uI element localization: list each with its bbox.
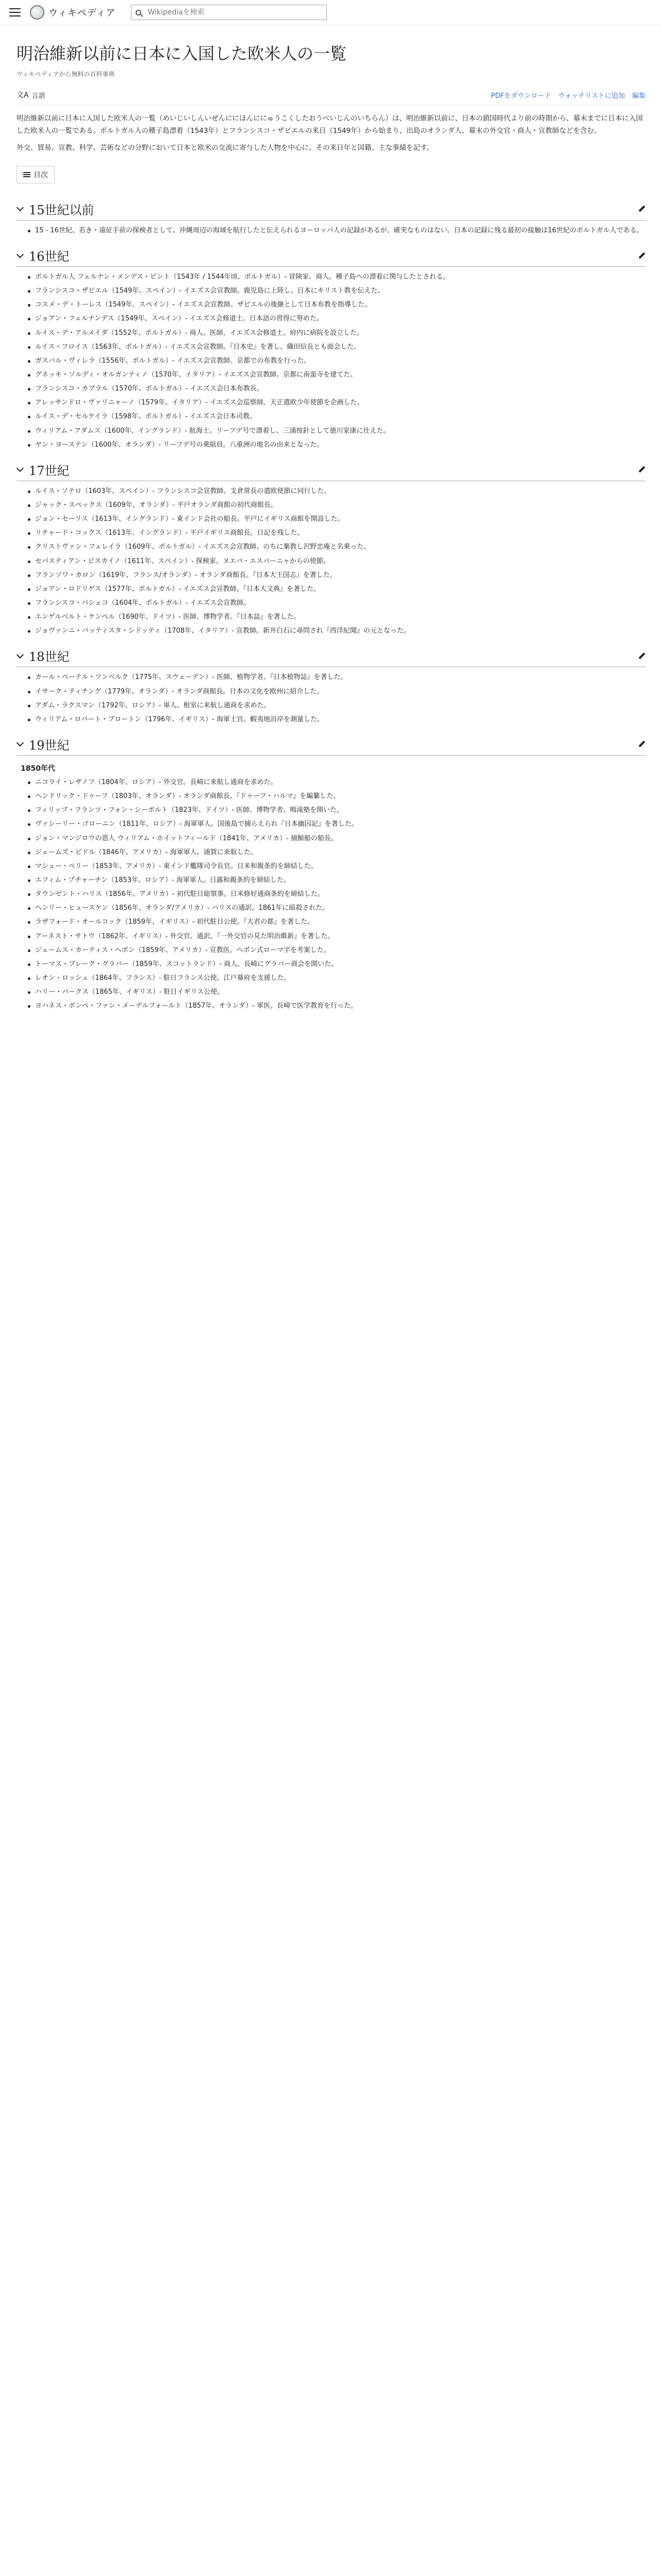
list-item: グネッキ・ソルディ・オルガンティノ（1570年、イタリア）- イエズス会宣教師。京都に南蛮寺を建てた。 (28, 370, 646, 380)
list-item: フィリップ・フランツ・フォン・シーボルト（1823年、ドイツ）- 医師、博物学者。鳴滝塾を開いた。 (28, 805, 646, 816)
intro-paragraph: 明治維新以前に日本に入国した欧米人の一覧（めいじいしんいぜんににほんににゅうこくしたおうべいじんのいちらん）は、明治維新以前に、日本の鎖国時代より前の時期から、幕末までに日本に入国した欧米人の一覧である。ポルトガル人の種子島漂着（1543年）とフランシスコ・ザビエルの来日（1549年）から始まり、出島のオランダ人、幕末の外交官・商人・宣教師などを含む。 (16, 114, 643, 135)
toc-button[interactable] (16, 166, 55, 183)
list-item: フランソワ・カロン（1619年、フランス/オランダ）- オランダ商館長。『日本大王国志』を著した。 (28, 570, 646, 581)
list-item: セバスティアン・ビスカイノ（1611年、スペイン）- 探検家。ヌエバ・エスパーニャからの使節。 (28, 556, 646, 567)
item-list (28, 672, 646, 725)
chevron-down-icon[interactable] (16, 739, 24, 747)
top-bar (0, 0, 662, 25)
language-button[interactable] (16, 90, 45, 100)
toc-label: 目次 (34, 171, 48, 179)
logo-text: ウィキペディア (48, 8, 116, 19)
section-title: 17世紀 (29, 463, 70, 478)
section (16, 647, 646, 725)
list-item: アレッサンドロ・ヴァリニャーノ（1579年、イタリア）- イエズス会巡察師。天正遣欧少年使節を企画した。 (28, 398, 646, 408)
list-item: フランシスコ・カブラル（1570年、ポルトガル）- イエズス会日本布教長。 (28, 384, 646, 394)
list-item: エンゲルベルト・ケンペル（1690年、ドイツ）- 医師、博物学者。『日本誌』を著した。 (28, 612, 646, 622)
main-content (16, 25, 646, 1011)
edit-pencil-icon[interactable] (638, 466, 646, 473)
intro-paragraph: 外交、貿易、宣教、科学、芸術などの分野において日本と欧米の交流に寄与した人物を中心に、その来日年と国籍、主な事績を記す。 (16, 144, 434, 152)
section-title: 15世紀以前 (29, 202, 94, 217)
watchlist-link[interactable]: ウォッチリストに追加 (558, 92, 625, 100)
translate-icon: 文A (16, 91, 29, 99)
list-item: ジェームス・カーティス・ヘボン（1859年、アメリカ）- 宣教医。ヘボン式ローマ字を考案した。 (28, 945, 646, 956)
section-title: 19世紀 (29, 738, 70, 753)
list-item: ハリー・パークス（1865年、イギリス）- 駐日イギリス公使。 (28, 987, 646, 997)
list-item: ラザフォード・オールコック（1859年、イギリス）- 初代駐日公使。『大君の都』を著した。 (28, 917, 646, 927)
section-title: 16世紀 (29, 249, 70, 264)
edit-link[interactable]: 編集 (632, 92, 646, 100)
list-item: ウィリアム・ロバート・ブロートン（1796年、イギリス）- 海軍士官。蝦夷地沿岸を測量した。 (28, 715, 646, 725)
page-subtitle: ウィキペディアから無料の百科事典 (16, 71, 115, 78)
list-item: ルイス・デ・セルケイラ（1598年、ポルトガル）- イエズス会日本司教。 (28, 412, 646, 422)
list-item: ウィリアム・アダムス（1600年、イングランド）- 航海士。リーフデ号で漂着し、三浦按針として徳川家康に仕えた。 (28, 426, 646, 436)
list-item: アーネスト・サトウ（1862年、イギリス）- 外交官、通訳。『一外交官の見た明治維新』を著した。 (28, 931, 646, 942)
edit-pencil-icon[interactable] (638, 652, 646, 659)
item-list (28, 226, 646, 236)
list-item: ヤン・ヨーステン（1600年、オランダ）- リーフデ号の乗組員。八重洲の地名の由来となった。 (28, 440, 646, 450)
item-list (28, 486, 646, 637)
sections (16, 200, 646, 1011)
list-item: ポルトガル人 フェルナン・メンデス・ピント（1543年 / 1544年頃、ポルトガル）- 冒険家、商人。種子島への漂着に関与したとされる。 (28, 272, 646, 282)
list-item: カール・ペーテル・ツンベルク（1775年、スウェーデン）- 医師、植物学者。『日本植物誌』を著した。 (28, 672, 646, 683)
list-item: コスメ・デ・トーレス（1549年、スペイン）- イエズス会宣教師。ザビエルの後継として日本布教を指導した。 (28, 300, 646, 310)
search-input[interactable] (146, 8, 322, 17)
list-item: ヴァシーリー・ゴローニン（1811年、ロシア）- 海軍軍人。国後島で捕らえられ『日本幽囚記』を著した。 (28, 819, 646, 829)
list-item: マシュー・ペリー（1853年、アメリカ）- 東インド艦隊司令長官。日米和親条約を締結した。 (28, 861, 646, 872)
list-item: ルイス・デ・アルメイダ（1552年、ポルトガル）- 商人、医師、イエズス会修道士。府内に病院を設立した。 (28, 328, 646, 338)
section-header[interactable] (16, 735, 646, 756)
list-item: フランシスコ・ザビエル（1549年、スペイン）- イエズス会宣教師。鹿児島に上陸し、日本にキリスト教を伝えた。 (28, 286, 646, 296)
chevron-down-icon[interactable] (16, 204, 24, 211)
chevron-down-icon[interactable] (16, 651, 24, 658)
chevron-down-icon[interactable] (16, 250, 24, 258)
list-item: ヨハネス・ポンペ・ファン・メーデルフォールト（1857年、オランダ）- 軍医。長崎で医学教育を行った。 (28, 1001, 646, 1011)
section-title: 18世紀 (29, 650, 70, 665)
list-item: ジョン・セーリス（1613年、イングランド）- 東インド会社の船長。平戸にイギリス商館を開設した。 (28, 514, 646, 524)
item-list (28, 777, 646, 1011)
list-item: ガスパル・ヴィレラ（1556年、ポルトガル）- イエズス会宣教師。京都での布教を行った。 (28, 356, 646, 366)
list-item: エフィム・プチャーチン（1853年、ロシア）- 海軍軍人。日露和親条約を締結した。 (28, 875, 646, 886)
page-tools (16, 87, 646, 106)
site-logo[interactable] (30, 5, 115, 20)
list-item: イサーク・ティチング（1779年、オランダ）- オランダ商館長。日本の文化を欧州に紹介した。 (28, 687, 646, 697)
globe-icon (30, 5, 44, 20)
list-icon (23, 172, 30, 177)
list-item: ジョアン・フェルナンデス（1549年、スペイン）- イエズス会修道士。日本語の習得に努めた。 (28, 314, 646, 324)
list-item: ジャック・スペックス（1609年、オランダ）- 平戸オランダ商館の初代商館長。 (28, 500, 646, 511)
section-header[interactable] (16, 647, 646, 667)
list-item: ルイス・フロイス（1563年、ポルトガル）- イエズス会宣教師。『日本史』を著し、織田信長とも面会した。 (28, 342, 646, 352)
menu-icon[interactable] (9, 8, 21, 16)
search-box[interactable] (131, 5, 327, 20)
edit-pencil-icon[interactable] (638, 740, 646, 748)
list-item: アダム・ラクスマン（1792年、ロシア）- 軍人。根室に来航し通商を求めた。 (28, 701, 646, 711)
page-title: 明治維新以前に日本に入国した欧米人の一覧 (16, 44, 347, 63)
list-item: フランシスコ・パシェコ（1604年、ポルトガル）- イエズス会宣教師。 (28, 598, 646, 608)
subsection-heading: 1850年代 (21, 764, 55, 773)
section (16, 200, 646, 236)
list-item: ヘンドリック・ドゥーフ（1803年、オランダ）- オランダ商館長。『ドゥーフ・ハルマ』を編纂した。 (28, 791, 646, 802)
section (16, 461, 646, 637)
list-item: ジョン・マンジロウの恩人 ウィリアム・ホイットフィールド（1841年、アメリカ）- 捕鯨船の船長。 (28, 834, 646, 844)
list-item: ルイス・ソテロ（1603年、スペイン）- フランシスコ会宣教師。支倉常長の遣欧使節に同行した。 (28, 486, 646, 497)
section-header[interactable] (16, 461, 646, 481)
section-header[interactable] (16, 246, 646, 267)
list-item: クリストヴァン・フェレイラ（1609年、ポルトガル）- イエズス会宣教師。のちに棄教し沢野忠庵と名乗った。 (28, 542, 646, 552)
list-item: ジョヴァンニ・バッティスタ・シドッティ（1708年、イタリア）- 宣教師。新井白石に尋問され『西洋紀聞』の元となった。 (28, 626, 646, 636)
pdf-download-link[interactable]: PDFをダウンロード (491, 92, 551, 100)
list-item: トーマス・ブレーク・グラバー（1859年、スコットランド）- 商人。長崎にグラバー商会を開いた。 (28, 959, 646, 970)
list-item: リチャード・コックス（1613年、イングランド）- 平戸イギリス商館長。日記を残した。 (28, 528, 646, 538)
list-item: ニコライ・レザノフ（1804年、ロシア）- 外交官。長崎に来航し通商を求めた。 (28, 777, 646, 788)
edit-pencil-icon[interactable] (638, 252, 646, 259)
item-list (28, 272, 646, 450)
search-icon (136, 10, 141, 15)
intro (16, 113, 646, 155)
edit-pencil-icon[interactable] (638, 205, 646, 212)
list-item: ヘンリー・ヒュースケン（1856年、オランダ/アメリカ）- ハリスの通訳。1861年に暗殺された。 (28, 903, 646, 913)
chevron-down-icon[interactable] (16, 465, 24, 472)
list-item: ジョアン・ロドリゲス（1577年、ポルトガル）- イエズス会宣教師。『日本大文典』を著した。 (28, 584, 646, 595)
list-item: タウンゼント・ハリス（1856年、アメリカ）- 初代駐日総領事。日米修好通商条約を締結した。 (28, 889, 646, 900)
section (16, 735, 646, 1011)
section (16, 246, 646, 450)
language-label: 言語 (31, 92, 45, 100)
section-header[interactable] (16, 200, 646, 221)
list-item: ジェームズ・ビドル（1846年、アメリカ）- 海軍軍人。浦賀に来航した。 (28, 848, 646, 858)
list-item: レオン・ロッシュ（1864年、フランス）- 駐日フランス公使。江戸幕府を支援した。 (28, 973, 646, 984)
list-item: 15 - 16世紀、若き・遠征手前の探検者として、沖縄周辺の海域を航行したと伝えられるヨーロッパ人の記録があるが、確実なものはない。日本の記録に残る最初の接触は16世紀のポルトガル人である。 (28, 226, 646, 236)
